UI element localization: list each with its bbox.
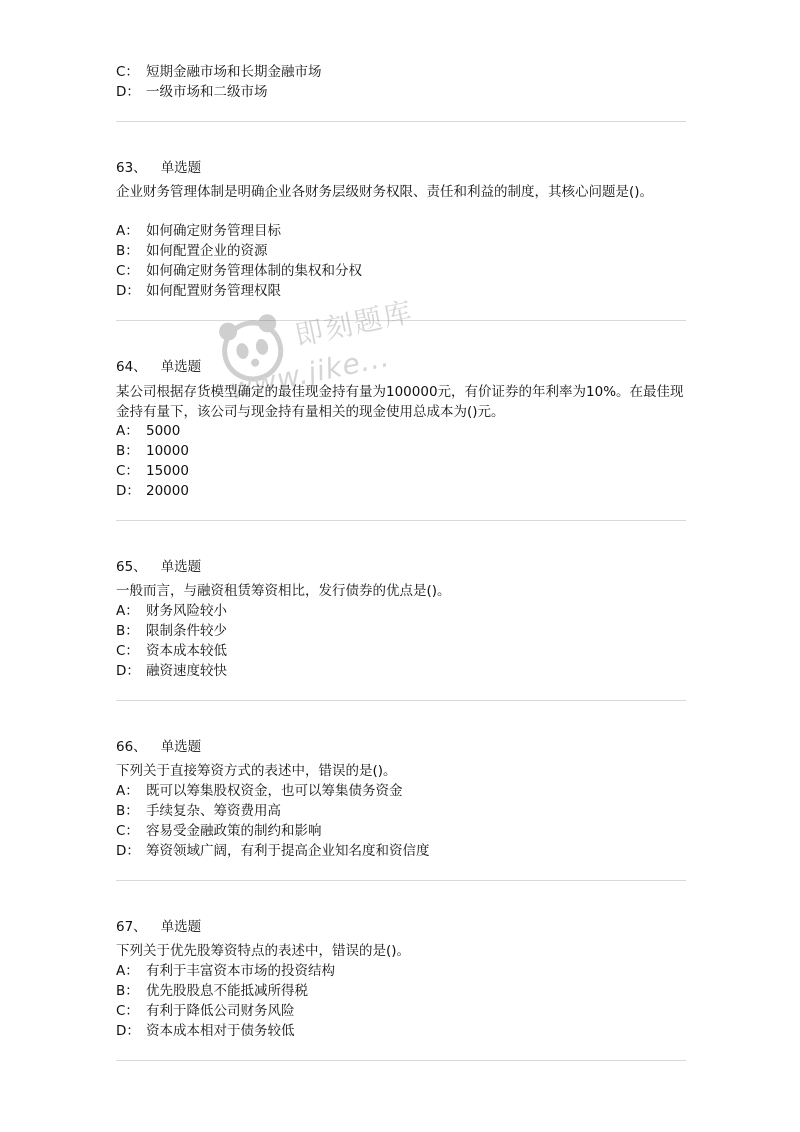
option-row bbox=[116, 801, 281, 821]
option-text: 有利于降低公司财务风险 bbox=[146, 1003, 295, 1019]
question-type: 单选题 bbox=[160, 739, 202, 755]
option-key: C： bbox=[116, 823, 139, 839]
option-text: 容易受金融政策的制约和影响 bbox=[146, 823, 322, 839]
option-text: 一级市场和二级市场 bbox=[146, 84, 268, 100]
question-number: 64、 bbox=[116, 359, 147, 375]
option-key: A： bbox=[116, 423, 139, 439]
option-row bbox=[116, 1001, 295, 1021]
question-type: 单选题 bbox=[160, 359, 202, 375]
option-key: B： bbox=[116, 983, 139, 999]
option-text: 10000 bbox=[146, 443, 189, 459]
option-row bbox=[116, 82, 268, 102]
option-row bbox=[116, 62, 322, 82]
option-key: C： bbox=[116, 263, 139, 279]
option-row bbox=[116, 241, 268, 261]
question-header bbox=[116, 357, 201, 377]
option-key: A： bbox=[116, 603, 139, 619]
option-row bbox=[116, 601, 227, 621]
option-key: C： bbox=[116, 64, 139, 80]
watermark-brand: 即刻题库 bbox=[292, 295, 417, 353]
option-row bbox=[116, 441, 189, 461]
option-text: 有利于丰富资本市场的投资结构 bbox=[146, 963, 335, 979]
option-row bbox=[116, 421, 180, 441]
question-type: 单选题 bbox=[160, 160, 202, 176]
question-stem: 下列关于直接筹资方式的表述中，错误的是()。 bbox=[116, 763, 397, 779]
question-header bbox=[116, 737, 201, 757]
option-row bbox=[116, 781, 403, 801]
question-divider bbox=[116, 1060, 686, 1061]
option-row bbox=[116, 621, 227, 641]
question-divider bbox=[116, 121, 686, 122]
option-row bbox=[116, 961, 335, 981]
question-number: 67、 bbox=[116, 919, 147, 935]
option-key: D： bbox=[116, 84, 140, 100]
question-number: 63、 bbox=[116, 160, 147, 176]
option-row bbox=[116, 821, 322, 841]
option-row bbox=[116, 981, 308, 1001]
option-key: A： bbox=[116, 223, 139, 239]
option-key: C： bbox=[116, 643, 139, 659]
option-key: D： bbox=[116, 283, 140, 299]
option-key: B： bbox=[116, 803, 139, 819]
question-divider bbox=[116, 700, 686, 701]
option-key: B： bbox=[116, 623, 139, 639]
question-header bbox=[116, 158, 201, 178]
option-key: D： bbox=[116, 663, 140, 679]
option-key: D： bbox=[116, 843, 140, 859]
option-key: D： bbox=[116, 1023, 140, 1039]
option-text: 20000 bbox=[146, 483, 189, 499]
option-key: B： bbox=[116, 243, 139, 259]
option-row bbox=[116, 461, 189, 481]
option-key: C： bbox=[116, 463, 139, 479]
option-text: 如何配置财务管理权限 bbox=[146, 283, 281, 299]
question-stem: 企业财务管理体制是明确企业各财务层级财务权限、责任和利益的制度，其核心问题是()。 bbox=[116, 184, 654, 200]
question-divider bbox=[116, 520, 686, 521]
question-divider bbox=[116, 880, 686, 881]
option-text: 如何确定财务管理目标 bbox=[146, 223, 281, 239]
option-row bbox=[116, 841, 430, 861]
question-stem: 某公司根据存货模型确定的最佳现金持有量为100000元，有价证券的年利率为10%。在最佳现金持有量下，该公司与现金持有量相关的现金使用总成本为()元。 bbox=[116, 384, 684, 420]
option-text: 15000 bbox=[146, 463, 189, 479]
option-text: 5000 bbox=[146, 423, 181, 439]
option-key: D： bbox=[116, 483, 140, 499]
question-header bbox=[116, 917, 201, 937]
question-number: 66、 bbox=[116, 739, 147, 755]
option-text: 筹资领域广阔，有利于提高企业知名度和资信度 bbox=[146, 843, 430, 859]
question-stem: 一般而言，与融资租赁筹资相比，发行债券的优点是()。 bbox=[116, 583, 451, 599]
option-key: C： bbox=[116, 1003, 139, 1019]
option-text: 资本成本相对于债务较低 bbox=[146, 1023, 295, 1039]
question-stem: 下列关于优先股筹资特点的表述中，错误的是()。 bbox=[116, 943, 411, 959]
option-row bbox=[116, 641, 227, 661]
option-key: B： bbox=[116, 443, 139, 459]
option-text: 优先股股息不能抵减所得税 bbox=[146, 983, 308, 999]
question-type: 单选题 bbox=[160, 559, 202, 575]
option-text: 既可以筹集股权资金，也可以筹集债务资金 bbox=[146, 783, 403, 799]
option-text: 资本成本较低 bbox=[146, 643, 227, 659]
question-divider bbox=[116, 320, 686, 321]
question-header bbox=[116, 557, 201, 577]
option-text: 财务风险较小 bbox=[146, 603, 227, 619]
option-text: 如何确定财务管理体制的集权和分权 bbox=[146, 263, 362, 279]
question-number: 65、 bbox=[116, 559, 147, 575]
option-row bbox=[116, 221, 281, 241]
question-type: 单选题 bbox=[160, 919, 202, 935]
option-key: A： bbox=[116, 963, 139, 979]
option-row bbox=[116, 261, 362, 281]
option-text: 短期金融市场和长期金融市场 bbox=[146, 64, 322, 80]
watermark-url: www.jike... bbox=[226, 339, 393, 407]
option-text: 手续复杂、筹资费用高 bbox=[146, 803, 281, 819]
option-row bbox=[116, 661, 227, 681]
option-text: 融资速度较快 bbox=[146, 663, 227, 679]
option-text: 如何配置企业的资源 bbox=[146, 243, 268, 259]
option-key: A： bbox=[116, 783, 139, 799]
option-row bbox=[116, 281, 281, 301]
option-row bbox=[116, 481, 189, 501]
option-text: 限制条件较少 bbox=[146, 623, 227, 639]
option-row bbox=[116, 1021, 295, 1041]
